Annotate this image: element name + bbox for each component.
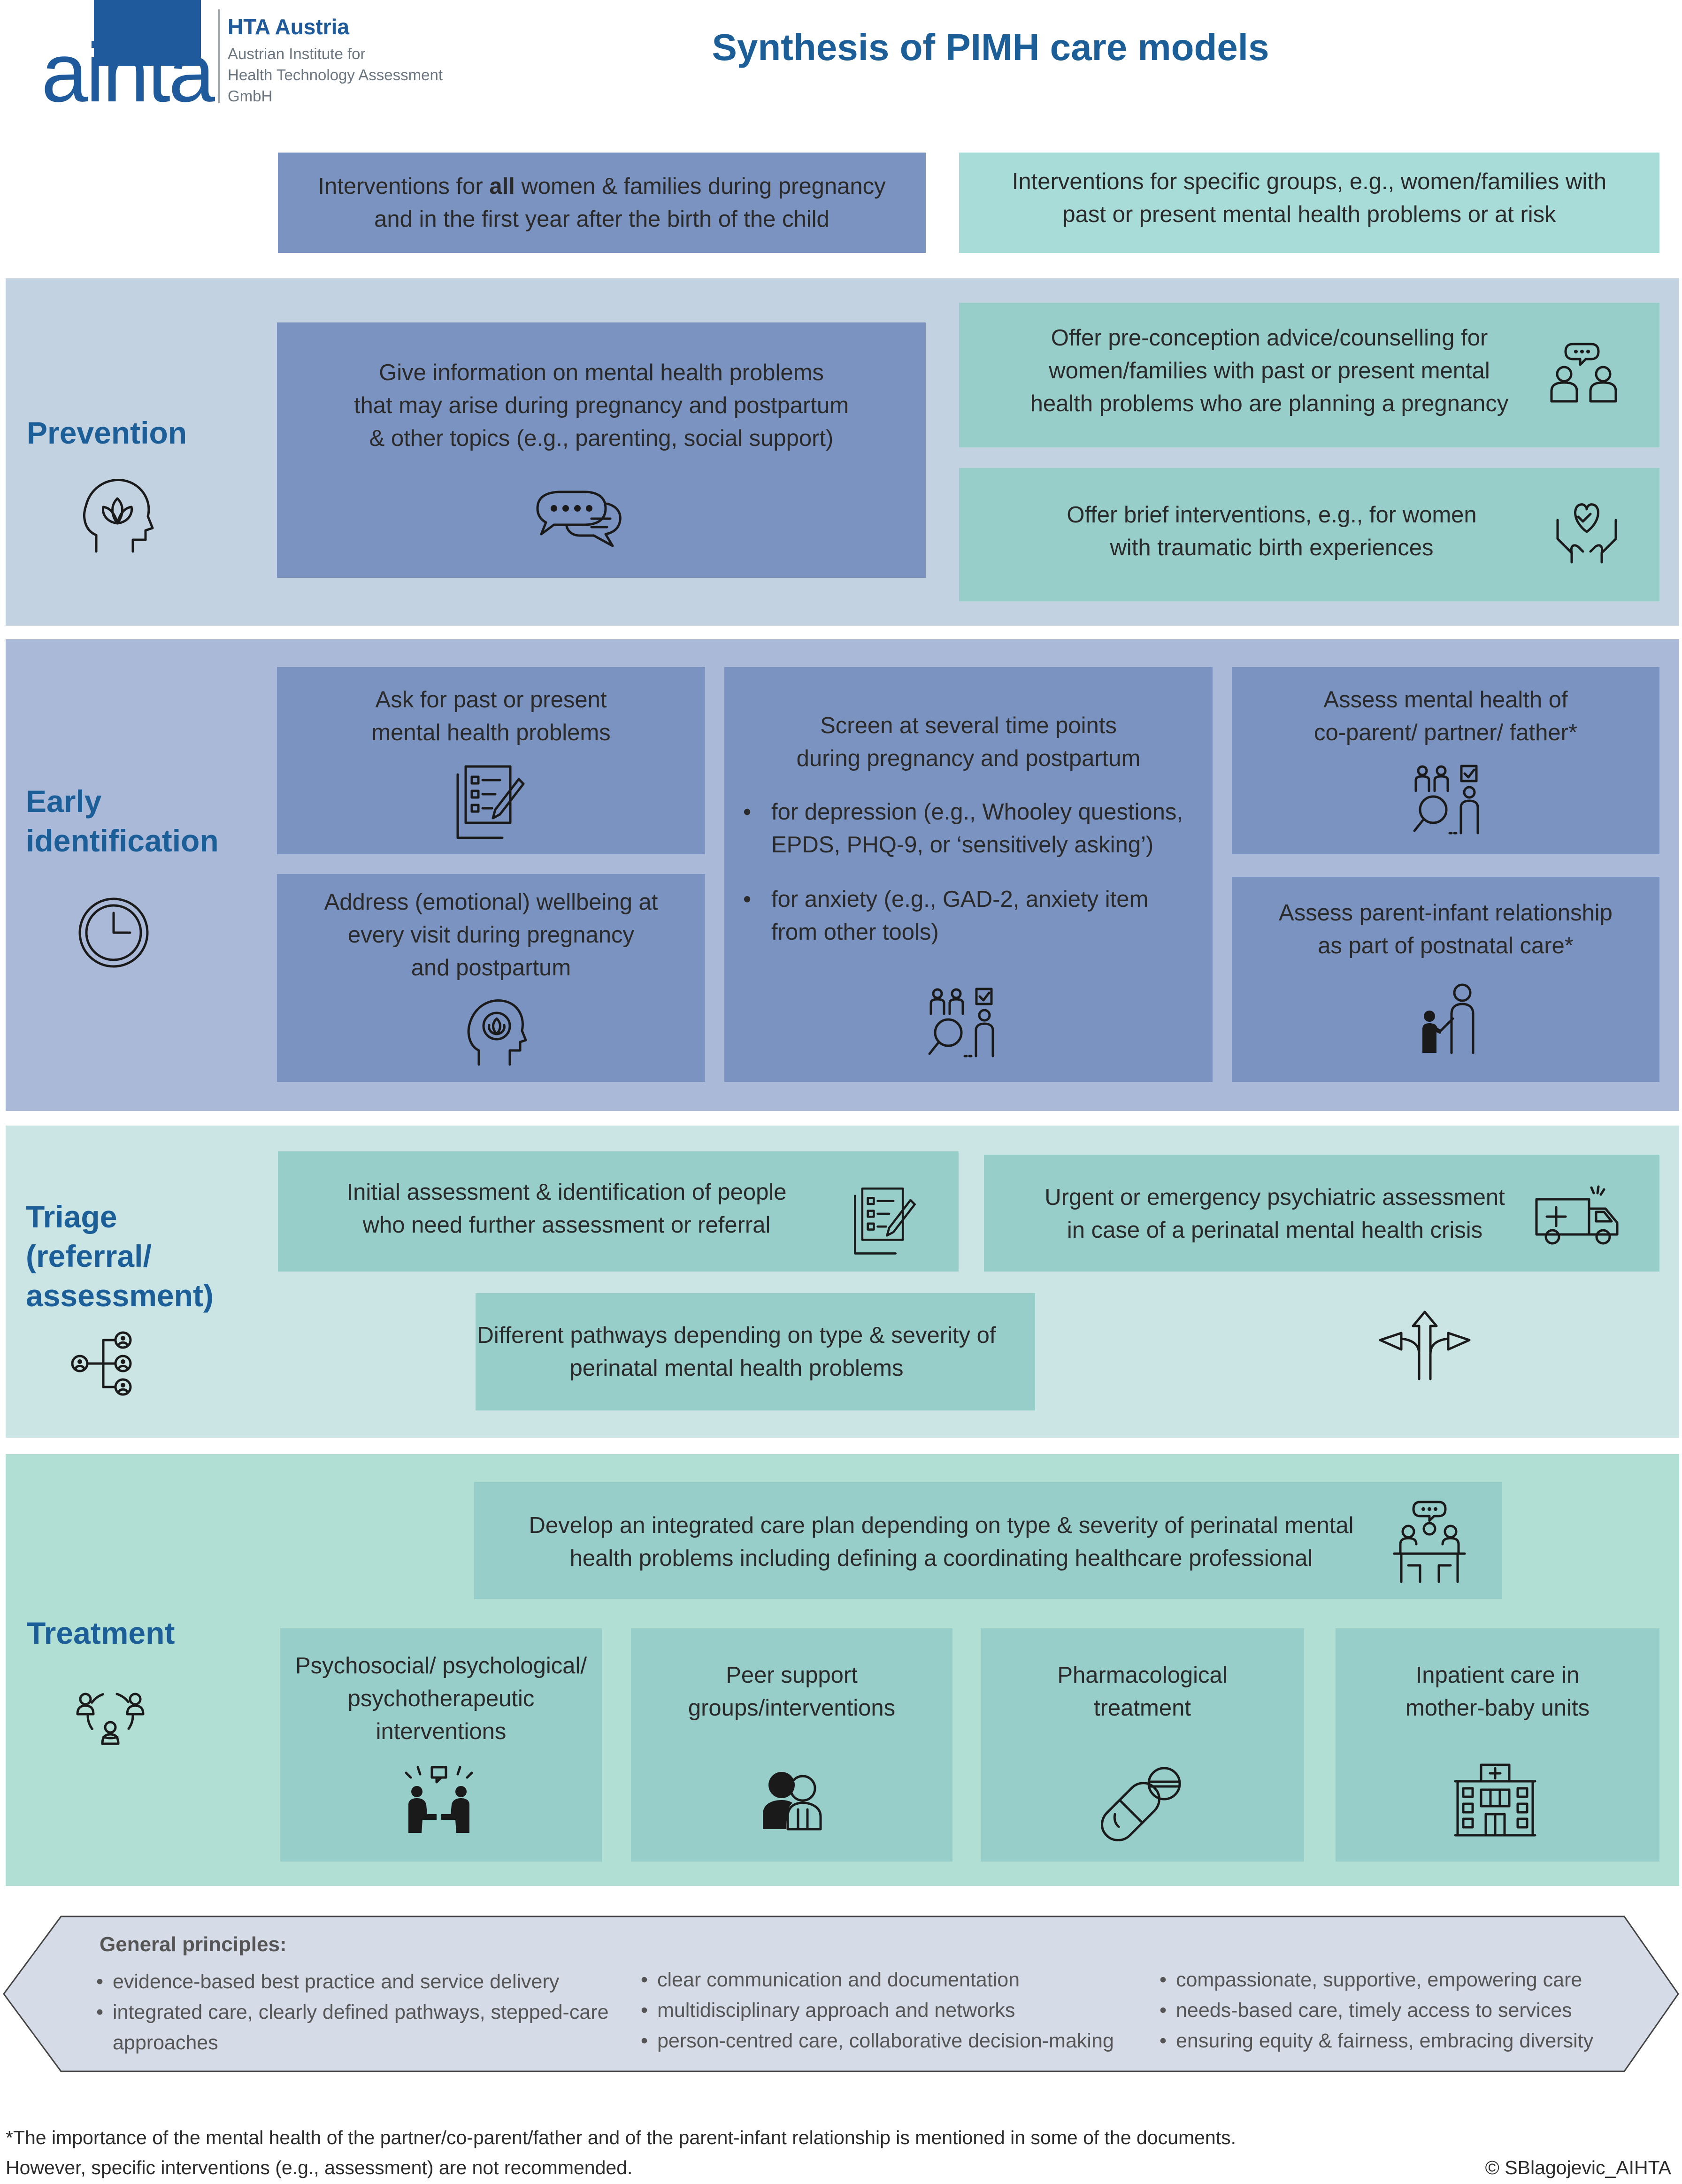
principle-item [96, 1997, 613, 2058]
text-line: mother-baby units [1405, 1695, 1590, 1721]
text-line: Offer pre-conception advice/counselling for [1051, 325, 1488, 351]
text-line: Develop an integrated care plan depending on type & severity of perinatal mental [529, 1513, 1354, 1538]
meeting-table-icon [1392, 1500, 1467, 1584]
bullet-dot: • [96, 1970, 104, 1993]
footnote-line: *The importance of the mental health of the partner/co-parent/father and of the parent-infant relationship is mentioned in some of the documents. [6, 2127, 1236, 2148]
branching-arrows-icon [1378, 1310, 1472, 1380]
bullet-dot: • [1160, 1999, 1167, 2022]
bullet-dot: • [641, 2030, 648, 2052]
text-line: with traumatic birth experiences [1110, 535, 1434, 560]
page-title: Synthesis of PIMH care models [712, 26, 1269, 68]
text-line: groups/interventions [688, 1695, 896, 1721]
text-line: Urgent or emergency psychiatric assessment [1045, 1185, 1505, 1210]
bullet-dot: • [1160, 1969, 1167, 1991]
text-line: for depression (e.g., Whooley questions, [771, 799, 1183, 825]
label-line: assessment) [26, 1278, 214, 1313]
label-line: Triage [26, 1199, 117, 1234]
hospital-icon [1453, 1763, 1537, 1838]
text-line: for anxiety (e.g., GAD-2, anxiety item [771, 887, 1149, 912]
org-name: HTA Austria [228, 15, 349, 39]
text-line: Peer support [726, 1663, 858, 1688]
text-line: who need further assessment or referral [362, 1212, 771, 1238]
care-team-icon [75, 1680, 146, 1746]
legend-universal-line2: and in the first year after the birth of the child [374, 207, 829, 232]
text-line: treatment [1094, 1695, 1191, 1721]
pathways-box [476, 1293, 1035, 1410]
org-line: Austrian Institute for [228, 45, 366, 62]
text-line: Offer brief interventions, e.g., for women [1067, 502, 1477, 528]
text-line: Assess parent-infant relationship [1279, 900, 1613, 926]
text-line: needs-based care, timely access to services [1176, 1999, 1572, 2022]
text-line: evidence-based best practice and service delivery [113, 1970, 560, 1993]
text-line: women/families with past or present mental [1049, 358, 1490, 383]
principles-col-3 [1160, 1965, 1629, 2056]
triage-label [26, 1197, 214, 1315]
text-line: every visit during pregnancy [347, 922, 635, 948]
text-line: clear communication and documentation [657, 1969, 1020, 1991]
lotus-head-icon [77, 469, 153, 554]
bullet-dot: • [743, 799, 752, 825]
org-line: Health Technology Assessment [228, 66, 443, 84]
text-line: Different pathways depending on type & severity of [477, 1323, 996, 1348]
text-line: health problems who are planning a pregnancy [1030, 391, 1509, 416]
checklist-icon [455, 763, 526, 840]
assessment-people-icon [1412, 765, 1482, 835]
care-plan-box [474, 1482, 1502, 1599]
text-line: health problems including defining a coordinating healthcare professional [569, 1546, 1313, 1571]
legend-universal-line1: Interventions for all women & families during pregnancy [318, 174, 886, 199]
bullet-dot: • [641, 1969, 648, 1991]
principles-col-1 [96, 1967, 613, 2058]
text-line: Assess mental health of [1323, 687, 1568, 713]
legend-specific [959, 153, 1659, 253]
text-line: interventions [376, 1719, 507, 1744]
text-line: co-parent/ partner/ father* [1313, 720, 1578, 745]
bullet-dot: • [641, 1999, 648, 2022]
bullet-anxiety [743, 883, 1213, 949]
parent-child-icon [1418, 983, 1479, 1054]
principle-item [641, 1995, 1157, 2026]
checklist-icon [850, 1185, 920, 1256]
screening-people-icon [927, 988, 998, 1058]
copyright: © SBlagojevic_AIHTA [1485, 2157, 1671, 2178]
legend-universal [278, 153, 926, 253]
logo-text: aihta [41, 26, 213, 119]
prevention-label: Prevention [27, 415, 187, 450]
peer-group-icon [760, 1767, 824, 1831]
speech-bubbles-icon [533, 490, 622, 551]
clock-icon [77, 897, 150, 969]
text-line: in case of a perinatal mental health crisis [1067, 1218, 1483, 1243]
mindful-head-icon [465, 994, 526, 1067]
caring-hands-icon [1554, 499, 1620, 565]
text-line: perinatal mental health problems [569, 1356, 904, 1381]
footnote-line: However, specific interventions (e.g., assessment) are not recommended. [6, 2157, 633, 2178]
text-line: compassionate, supportive, empowering care [1176, 1969, 1582, 1991]
text-line: mental health problems [371, 720, 611, 745]
text-line: Psychosocial/ psychological/ [295, 1653, 587, 1678]
label-line: identification [26, 823, 219, 858]
text-line: EPDS, PHQ-9, or ‘sensitively asking’) [771, 832, 1154, 858]
pills-icon [1101, 1765, 1183, 1840]
text-line: approaches [113, 2031, 218, 2054]
text-line: multidisciplinary approach and networks [657, 1999, 1015, 2022]
label-line: (referral/ [26, 1239, 152, 1273]
org-line: GmbH [228, 87, 273, 105]
text-line: & other topics (e.g., parenting, social support) [369, 426, 834, 451]
text-line: Give information on mental health problems [379, 360, 824, 385]
principle-item [1160, 1995, 1629, 2026]
text-line: during pregnancy and postpartum [796, 746, 1141, 771]
text-line: integrated care, clearly defined pathways, stepped-care [113, 2001, 609, 2023]
text-line: and postpartum [411, 955, 571, 981]
text-line: Screen at several time points [820, 713, 1117, 738]
text-line: that may arise during pregnancy and postpartum [353, 393, 849, 418]
principle-item [96, 1967, 613, 1997]
screen-bullets [724, 796, 1213, 949]
legend-specific-line2: past or present mental health problems or at risk [1062, 202, 1556, 227]
text-line: as part of postnatal care* [1318, 933, 1574, 958]
text-line: Pharmacological [1057, 1663, 1228, 1688]
principles-col-2 [641, 1965, 1157, 2056]
referral-tree-icon [70, 1331, 134, 1396]
principle-item [641, 2026, 1157, 2056]
label-line: Early [26, 784, 102, 819]
logo-divider [218, 9, 220, 103]
bullet-depression [743, 796, 1213, 861]
bullet-dot: • [96, 2001, 104, 2023]
text-line: Address (emotional) wellbeing at [324, 889, 658, 915]
ambulance-icon [1533, 1183, 1622, 1249]
text-line: ensuring equity & fairness, embracing diversity [1176, 2030, 1594, 2052]
footnote [6, 2123, 1236, 2183]
text-line: person-centred care, collaborative decision-making [657, 2030, 1114, 2052]
legend-specific-line1: Interventions for specific groups, e.g., women/families with [1012, 169, 1607, 194]
bullet-dot: • [1160, 2030, 1167, 2052]
principle-item [1160, 2026, 1629, 2056]
principle-item [641, 1965, 1157, 1995]
bullet-dot: • [743, 887, 752, 912]
text-line: psychotherapeutic [347, 1686, 535, 1711]
counselling-icon [1549, 340, 1620, 404]
treatment-label: Treatment [27, 1616, 175, 1650]
org-details [228, 43, 443, 107]
text-line: Inpatient care in [1415, 1663, 1580, 1688]
early-identification-label [26, 782, 219, 860]
text-line: Ask for past or present [375, 687, 607, 713]
logo [41, 0, 213, 119]
text-line: from other tools) [771, 920, 939, 945]
text-line: Initial assessment & identification of people [346, 1180, 787, 1205]
therapy-session-icon [399, 1763, 479, 1833]
principle-item [1160, 1965, 1629, 1995]
principles-heading: General principles: [100, 1933, 287, 1956]
